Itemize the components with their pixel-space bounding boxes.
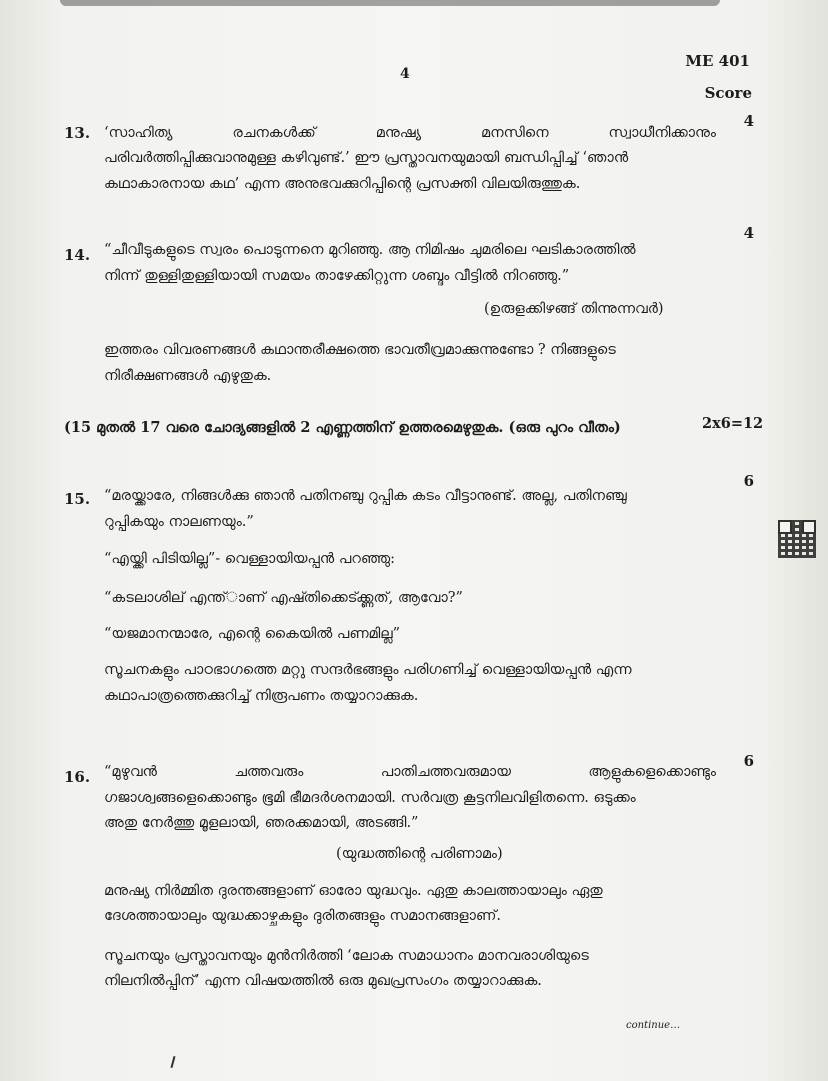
scan-edge [60,0,720,6]
qr-code [778,520,816,558]
question-14-line-4: നിരീക്ഷണങ്ങൾ എഴുതുക. [104,368,272,384]
question-16-mark: 6 [743,752,754,770]
question-13-line-2: പരിവർത്തിപ്പിക്കുവാനുമുള്ള കഴിവുണ്ട്.’ ഈ പ്രസ്താവനയുമായി ബന്ധിപ്പിച്ച് ‘ഞാൻ [104,150,629,166]
q16-word: ആളുകളെക്കൊണ്ടും [588,764,716,780]
question-15-line-7: കഥാപാത്രത്തെക്കുറിച്ച് നിരൂപണം തയ്യാറാക്കുക. [104,688,419,704]
question-15-line-3: “എയ്ക്കി പിടിയില്ല”- വെള്ളായിയപ്പൻ പറഞ്ഞു: [104,551,396,567]
question-15-line-1: “മരയ്ക്കാരേ, നിങ്ങൾക്കു ഞാൻ പതിനഞ്ചു റുപ്പിക കടം വീട്ടാനുണ്ട്. അല്ല, പതിനഞ്ചു [104,488,627,504]
question-16-line-7: നിലനിൽപ്പിന്’ എന്ന വിഷയത്തിൽ ഒരു മുഖപ്രസംഗം തയ്യാറാക്കുക. [104,973,542,989]
q13-word: മനുഷ്യ [375,125,422,141]
question-14-number: 14. [64,246,91,264]
question-14-line-3: ഇത്തരം വിവരണങ്ങൾ കഥാന്തരീക്ഷത്തെ ഭാവതീവ്രമാക്കുന്നുണ്ടോ ? നിങ്ങളുടെ [104,342,616,358]
q16-word: “മുഴുവൻ [104,764,157,780]
q16-word: പാതിചത്തവരുമായ [380,764,511,780]
question-16-line-2: ഗജാശ്വങ്ങളെക്കൊണ്ടും ഭൂമി ഭീമദർശനമായി. സർവത്ര കൂട്ടനിലവിളിതന്നെ. ഒടുക്കം [104,790,636,806]
question-13-line-3: കഥാകാരനായ കഥ’ എന്ന അനുഭവക്കുറിപ്പിന്റെ പ്രസക്തി വിലയിരുത്തുക. [104,176,581,192]
question-14-mark: 4 [743,224,754,242]
q16-word: ചത്തവരും [234,764,304,780]
question-16-line-4: മനുഷ്യ നിർമ്മിത ദുരന്തങ്ങളാണ് ഓരോ യുദ്ധവും. ഏതു കാലത്തായാലും ഏതു [104,883,603,899]
section-marks: 2x6=12 [702,415,764,432]
score-label: Score [704,84,752,102]
question-16-line-6: സൂചനയും പ്രസ്താവനയും മുൻനിർത്തി ‘ലോക സമാധാനം മാനവരാശിയുടെ [104,948,589,964]
question-15-line-2: റുപ്പികയും നാലണയും.” [104,514,254,530]
paper-code: ME 401 [685,52,750,70]
question-13-mark: 4 [743,112,754,130]
question-15-line-4: “കടലാശില് എന്ത്ാണ് എഷ്തിക്കെട്ക്ക്ണത്, ആവോ?” [104,590,463,606]
q13-word: ‘സാഹിത്യ [104,125,173,141]
question-13-line-1 [104,123,716,143]
continue-note: continue… [626,1020,681,1031]
q13-word: മനസിനെ [481,125,549,141]
question-16-line-3: അതു നേർത്തു മൂളലായി, ഞരക്കമായി, അടങ്ങി.” [104,815,419,831]
question-16-line-1 [104,762,716,782]
pen-mark [170,1056,175,1068]
section-instruction: (15 മുതൽ 17 വരെ ചോദ്യങ്ങളിൽ 2 എണ്ണത്തിന് ഉത്തരമെഴുതുക. (ഒരു പുറം വീതം) [64,419,621,436]
question-16-line-5: ദേശത്തായാലും യുദ്ധക്കാഴ്ചകളും ദുരിതങ്ങളും സമാനങ്ങളാണ്. [104,908,502,924]
question-13-number: 13. [64,124,91,142]
question-14-line-2: നിന്ന് തുള്ളിതുള്ളിയായി സമയം താഴേക്കിറ്റുന്ന ശബ്ദം വീട്ടിൽ നിറഞ്ഞു.” [104,268,570,284]
question-15-line-6: സൂചനകളും പാഠഭാഗത്തെ മറ്റു സന്ദർഭങ്ങളും പരിഗണിച്ച് വെള്ളായിയപ്പൻ എന്ന [104,662,632,678]
page-number: 4 [400,66,410,82]
question-16-number: 16. [64,768,91,786]
question-15-line-5: “യജമാനന്മാരേ, എന്റെ കൈയിൽ പണമില്ല” [104,626,401,642]
q13-word: രചനകൾക്ക് [232,125,316,141]
question-15-number: 15. [64,490,91,508]
question-16-source: (യുദ്ധത്തിന്റെ പരിണാമം) [336,846,503,862]
question-14-source: (ഉരുളക്കിഴങ്ങ് തിന്നുന്നവർ) [484,301,664,317]
question-15-mark: 6 [743,472,754,490]
q13-word: സ്വാധീനിക്കാനും [608,125,716,141]
question-14-line-1: “ചീവീടുകളുടെ സ്വരം പൊടുന്നനെ മുറിഞ്ഞു. ആ നിമിഷം ചുമരിലെ ഘടികാരത്തിൽ [104,242,636,258]
